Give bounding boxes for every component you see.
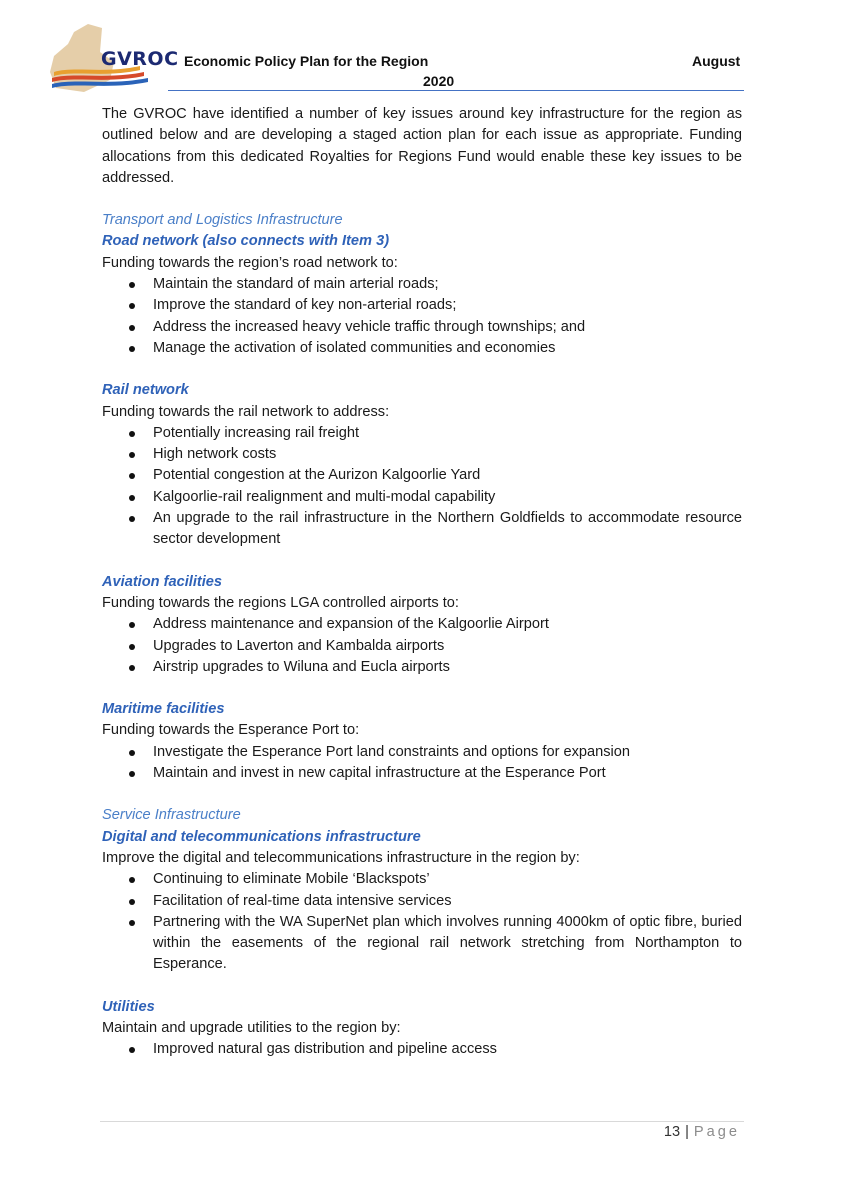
list-item: Continuing to eliminate Mobile ‘Blackspots’ [102, 869, 742, 890]
header-month: August [692, 53, 741, 69]
category-service: Service Infrastructure [102, 807, 241, 824]
list-item: Improved natural gas distribution and pipeline access [102, 1039, 742, 1060]
list-item: Maintain the standard of main arterial roads; [102, 274, 742, 295]
page-label: Page [693, 1124, 740, 1140]
lead-utilities: Maintain and upgrade utilities to the region by: [102, 1019, 401, 1036]
header-year: 2020 [423, 73, 455, 89]
list-item: Maintain and invest in new capital infrastructure at the Esperance Port [102, 763, 742, 784]
heading-maritime: Maritime facilities [102, 701, 225, 718]
header-rule [168, 90, 744, 91]
list-item: Kalgoorlie-rail realignment and multi-modal capability [102, 487, 742, 508]
list-rail-network [102, 423, 742, 551]
list-digital [102, 869, 742, 975]
heading-aviation: Aviation facilities [102, 573, 223, 590]
list-item: Potentially increasing rail freight [102, 423, 742, 444]
page-body [102, 104, 742, 1061]
list-item: Address the increased heavy vehicle traffic through townships; and [102, 317, 742, 338]
list-item: An upgrade to the rail infrastructure in the Northern Goldfields to accommodate resource sector development [102, 508, 742, 551]
list-item: Upgrades to Laverton and Kambalda airports [102, 636, 742, 657]
lead-digital: Improve the digital and telecommunications infrastructure in the region by: [102, 849, 580, 866]
page-footer [664, 1124, 740, 1140]
list-item: Manage the activation of isolated communities and economies [102, 338, 742, 359]
intro-paragraph: The GVROC have identified a number of key issues around key infrastructure for the region as outlined below and are developing a staged action plan for each issue as appropriate. Funding allocations from this dedicated Royalties for Regions Fund would enable these key issues to be addressed. [102, 106, 742, 186]
list-utilities [102, 1039, 742, 1060]
page-number: 13 [663, 1124, 681, 1140]
list-item: Airstrip upgrades to Wiluna and Eucla airports [102, 657, 742, 678]
lead-maritime: Funding towards the Esperance Port to: [102, 722, 360, 739]
lead-road-network: Funding towards the region’s road network to: [102, 254, 398, 271]
lead-aviation: Funding towards the regions LGA controlled airports to: [102, 594, 459, 611]
page-header [0, 0, 844, 100]
list-item: Investigate the Esperance Port land constraints and options for expansion [102, 742, 742, 763]
logo-text: GVROC [101, 48, 179, 70]
list-item: Facilitation of real-time data intensive services [102, 891, 742, 912]
lead-rail-network: Funding towards the rail network to address: [102, 403, 390, 420]
list-maritime [102, 742, 742, 785]
list-item: Address maintenance and expansion of the Kalgoorlie Airport [102, 614, 742, 635]
document-title: Economic Policy Plan for the Region [184, 53, 429, 69]
heading-rail-network: Rail network [102, 382, 189, 399]
list-item: High network costs [102, 444, 742, 465]
list-item: Potential congestion at the Aurizon Kalgoorlie Yard [102, 465, 742, 486]
footer-separator: | [685, 1124, 689, 1140]
list-item: Improve the standard of key non-arterial roads; [102, 295, 742, 316]
heading-utilities: Utilities [102, 998, 155, 1015]
list-road-network [102, 274, 742, 359]
list-aviation [102, 614, 742, 678]
footer-rule [100, 1121, 744, 1122]
list-item: Partnering with the WA SuperNet plan which involves running 4000km of optic fibre, buried within the easements of the regional rail network stretching from Northampton to Esperance. [102, 912, 742, 976]
heading-digital: Digital and telecommunications infrastructure [102, 828, 421, 845]
heading-road-network: Road network (also connects with Item 3) [102, 233, 390, 250]
category-transport: Transport and Logistics Infrastructure [102, 212, 343, 229]
